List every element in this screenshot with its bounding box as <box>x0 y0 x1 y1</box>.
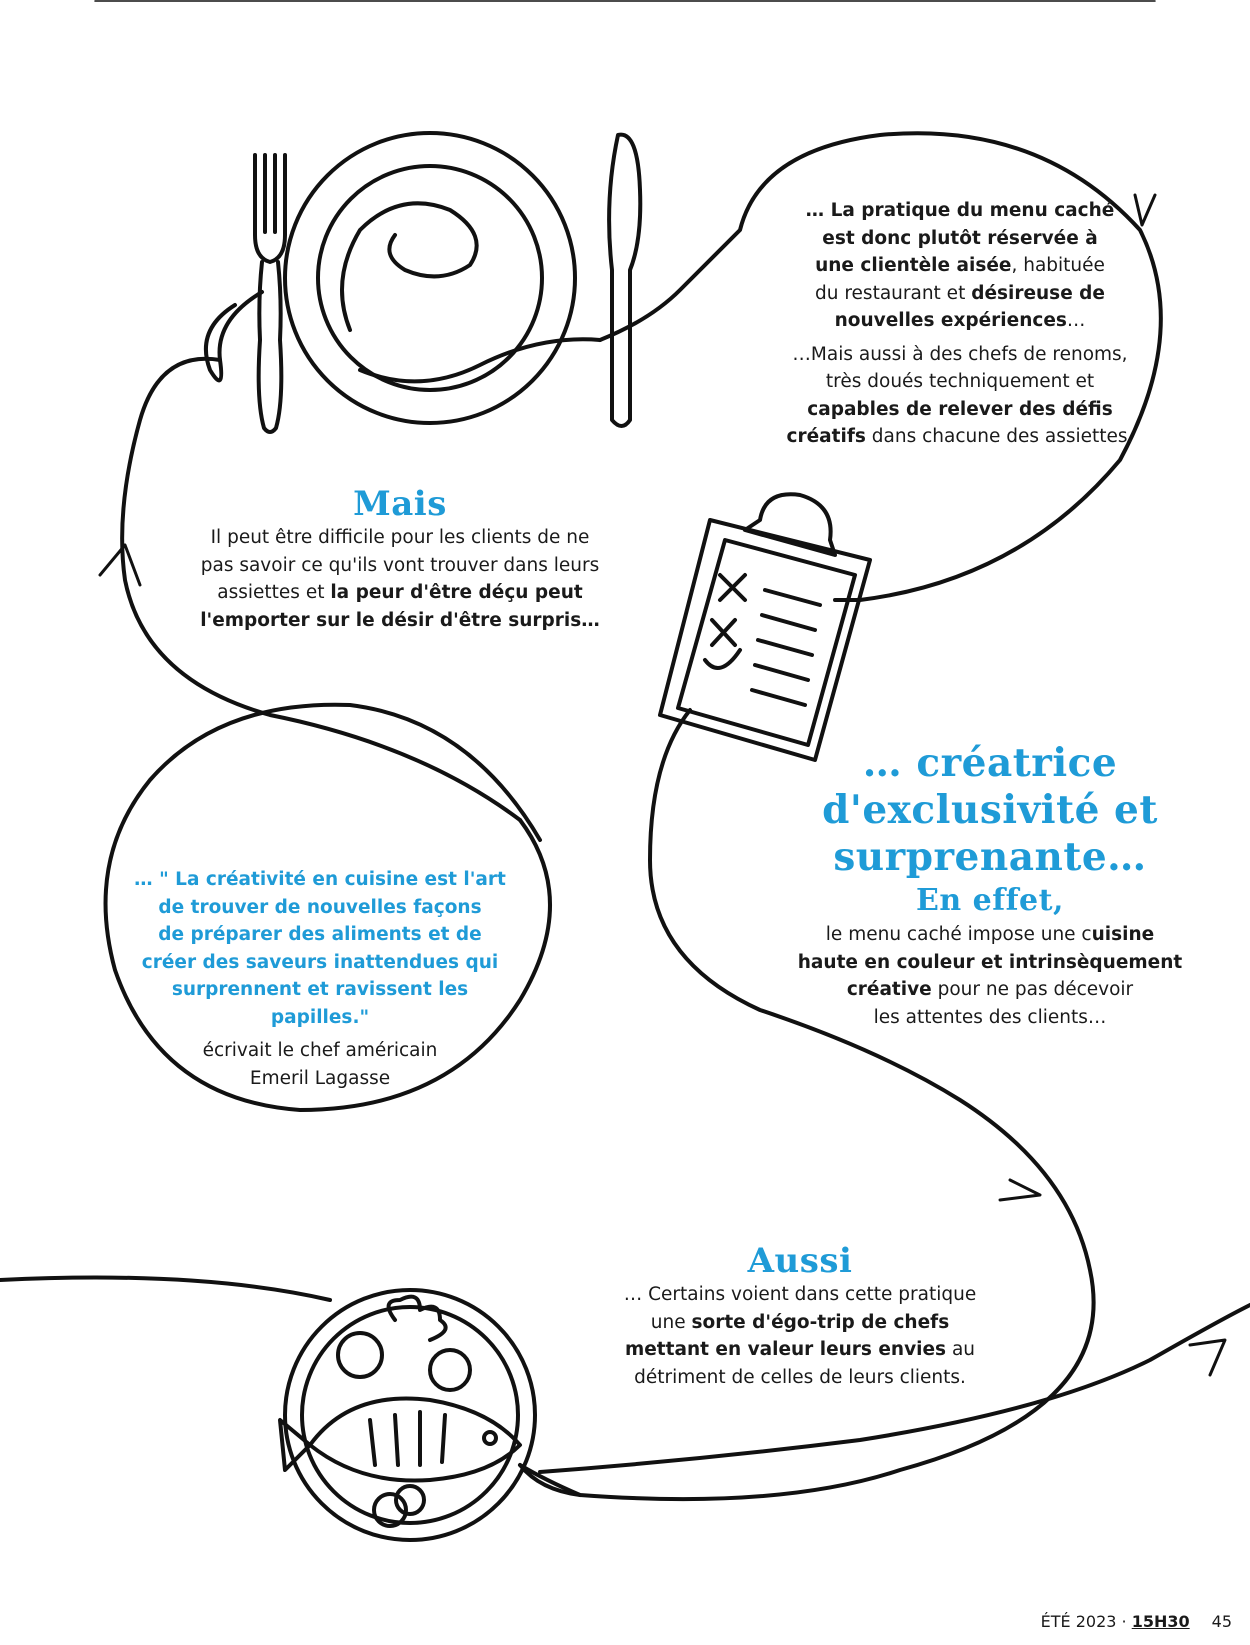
text-line: très doués techniquement et <box>825 371 1095 392</box>
text-line: capables de relever des défis <box>807 398 1113 420</box>
text-line: une sorte d'égo-trip de chefs <box>650 1311 950 1333</box>
heading-line: surprenante… <box>833 834 1147 880</box>
mais-section <box>190 484 610 634</box>
quote-line: de préparer des aliments et de <box>158 924 482 945</box>
quote-line: de trouver de nouvelles façons <box>158 896 482 918</box>
section-subtitle-en-effet: En effet, <box>916 883 1064 918</box>
text-line: …Mais aussi à des chefs de renoms, <box>792 343 1128 365</box>
knife-icon <box>609 135 640 426</box>
heading-line: d'exclusivité et <box>822 787 1158 833</box>
page-footer <box>1041 1612 1232 1631</box>
text-line: … Certains voient dans cette pratique <box>623 1284 977 1305</box>
creatrice-text <box>780 921 1200 1031</box>
quote-line: surprennent et ravissent les papilles." <box>171 979 469 1028</box>
chef-quote <box>130 866 510 1031</box>
aussi-section <box>605 1241 995 1391</box>
issue-label: ÉTÉ 2023 · <box>1040 1612 1132 1631</box>
text-line: Il peut être difficile pour les clients de ne <box>210 527 590 548</box>
page-number: 45 <box>1211 1612 1232 1631</box>
hidden-menu-paragraph <box>770 197 1150 451</box>
quote-line: … " La créativité en cuisine est l'art <box>134 869 506 890</box>
quote-section <box>130 866 510 1092</box>
aussi-text <box>605 1281 995 1391</box>
text-line: mettant en valeur leurs envies au <box>624 1339 976 1360</box>
creatrice-section <box>780 740 1200 1031</box>
text-line: l'emporter sur le désir d'être surpris… <box>200 609 600 631</box>
text-line: détriment de celles de leurs clients. <box>634 1366 966 1388</box>
brand-label: 15H30 <box>1131 1612 1190 1631</box>
quote-line: créer des saveurs inattendues qui <box>141 951 499 973</box>
clipboard-icon <box>660 494 870 760</box>
text-line: … La pratique du menu caché <box>805 200 1115 221</box>
text-line: créatifs dans chacune des assiettes. <box>786 426 1134 447</box>
text-line: pas savoir ce qu'ils vont trouver dans leurs <box>200 554 600 576</box>
fish-dish-icon <box>280 1290 580 1540</box>
plate-icon <box>285 133 600 423</box>
text-line: est donc plutôt réservée à <box>822 227 1098 249</box>
text-line: assiettes et la peur d'être déçu peut <box>217 582 583 603</box>
mais-text <box>190 524 610 634</box>
text-line: du restaurant et désireuse de <box>815 282 1105 304</box>
quote-attribution <box>130 1037 510 1092</box>
heading-line: … créatrice <box>862 740 1118 786</box>
text-line: les attentes des clients… <box>873 1006 1107 1028</box>
paragraph-chefs <box>770 341 1150 451</box>
text-line: haute en couleur et intrinsèquement <box>797 951 1183 973</box>
section-title-mais: Mais <box>353 484 447 524</box>
creatrice-heading <box>780 740 1200 881</box>
text-line: nouvelles expériences… <box>834 310 1086 331</box>
paragraph-clientele <box>770 197 1150 335</box>
text-line: le menu caché impose une cuisine <box>825 924 1155 945</box>
text-line: créative pour ne pas décevoir <box>846 979 1134 1000</box>
attribution-line: Emeril Lagasse <box>249 1067 391 1089</box>
section-title-aussi: Aussi <box>747 1241 853 1281</box>
attribution-line: écrivait le chef américain <box>202 1040 438 1061</box>
text-line: une clientèle aisée, habituée <box>815 255 1105 276</box>
